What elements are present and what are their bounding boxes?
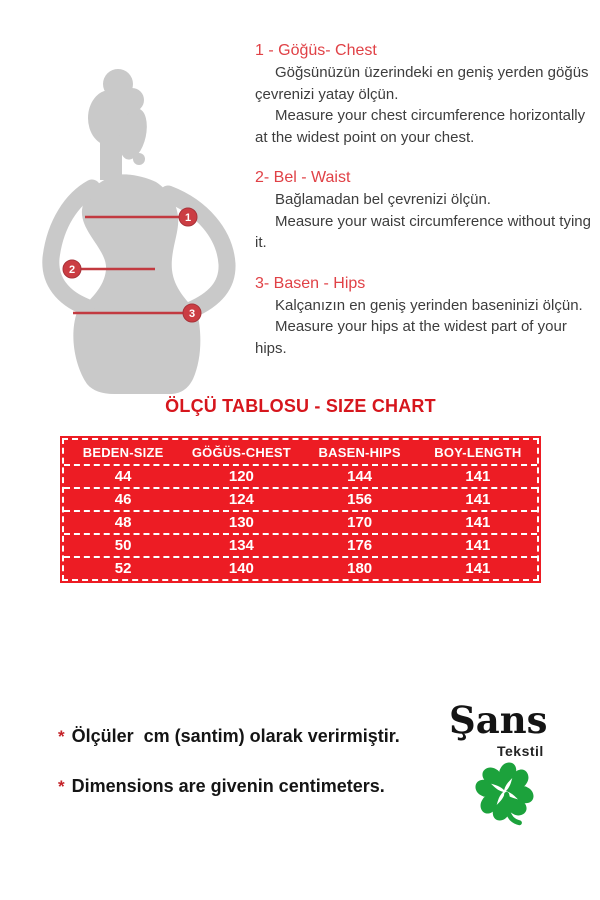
marker-2	[63, 260, 81, 278]
column-header-chest: GÖĞÜS-CHEST	[191, 444, 291, 460]
section-waist-text-en: Measure your waist circumference without tying it.	[255, 212, 591, 251]
cell-length: 141	[465, 537, 491, 554]
section-chest	[255, 40, 595, 148]
cell-hips: 180	[347, 560, 373, 577]
note-units-tr	[58, 726, 400, 747]
cell-length: 141	[465, 514, 491, 531]
four-leaf-clover-icon	[469, 755, 540, 828]
note-units-tr-text: Ölçüler cm (santim) olarak verirmiştir.	[71, 726, 400, 746]
table-row	[64, 487, 537, 510]
table-row	[64, 510, 537, 533]
measurement-instructions	[255, 40, 595, 378]
section-chest-text-en: Measure your chest circumference horizontally at the widest point on your chest.	[255, 107, 586, 146]
column-header-hips: BASEN-HIPS	[318, 444, 401, 460]
cell-hips: 144	[347, 468, 373, 485]
note-units-en-text: Dimensions are givenin centimeters.	[71, 776, 385, 796]
marker-3-number: 3	[188, 308, 196, 320]
column-header-size: BEDEN-SIZE	[82, 444, 164, 460]
asterisk: *	[58, 727, 65, 746]
section-hips-heading: 3- Basen - Hips	[255, 274, 366, 292]
asterisk: *	[58, 777, 65, 796]
cell-chest: 134	[228, 537, 254, 554]
cell-size: 46	[114, 491, 132, 508]
cell-chest: 120	[228, 468, 254, 485]
table-row	[64, 556, 537, 579]
marker-2-number: 2	[68, 264, 76, 276]
cell-chest: 130	[228, 514, 254, 531]
cell-chest: 124	[228, 491, 254, 508]
section-hips-text-tr: Kalçanızın en geniş yerinden baseninizi ölçün.	[275, 296, 583, 314]
cell-length: 141	[465, 560, 491, 577]
cell-chest: 140	[228, 560, 254, 577]
marker-3	[183, 304, 201, 322]
table-row	[64, 464, 537, 487]
cell-length: 141	[465, 491, 491, 508]
cell-size: 52	[114, 560, 132, 577]
brand-logo-subtitle: Tekstil	[497, 743, 544, 759]
cell-length: 141	[465, 468, 491, 485]
section-waist	[255, 167, 595, 254]
female-silhouette	[30, 60, 250, 395]
table-row	[64, 533, 537, 556]
cell-hips: 176	[347, 537, 373, 554]
cell-hips: 156	[347, 491, 373, 508]
section-waist-heading: 2- Bel - Waist	[255, 169, 351, 186]
section-waist-text-tr: Bağlamadan bel çevrenizi ölçün.	[275, 191, 491, 208]
section-hips	[255, 273, 595, 360]
section-chest-heading: 1 - Göğüs- Chest	[255, 42, 377, 59]
cell-size: 44	[114, 468, 132, 485]
table-header-row	[64, 440, 537, 464]
silhouette-body	[51, 69, 227, 394]
cell-size: 48	[114, 514, 132, 531]
cell-hips: 170	[347, 514, 373, 531]
section-hips-text-en: Measure your hips at the widest part of your hips.	[255, 318, 567, 357]
section-chest-text-tr: Göğsünüzün üzerindeki en geniş yerden göğüs çevrenizi yatay ölçün.	[255, 64, 589, 103]
note-units-en	[58, 776, 385, 797]
marker-1	[179, 208, 197, 226]
brand-logo-name: Şans	[449, 698, 548, 742]
cell-size: 50	[114, 537, 132, 554]
size-chart-title: ÖLÇÜ TABLOSU - SIZE CHART	[165, 396, 436, 416]
size-chart-table	[60, 436, 541, 583]
column-header-length: BOY-LENGTH	[434, 444, 522, 460]
marker-1-number: 1	[184, 212, 192, 224]
